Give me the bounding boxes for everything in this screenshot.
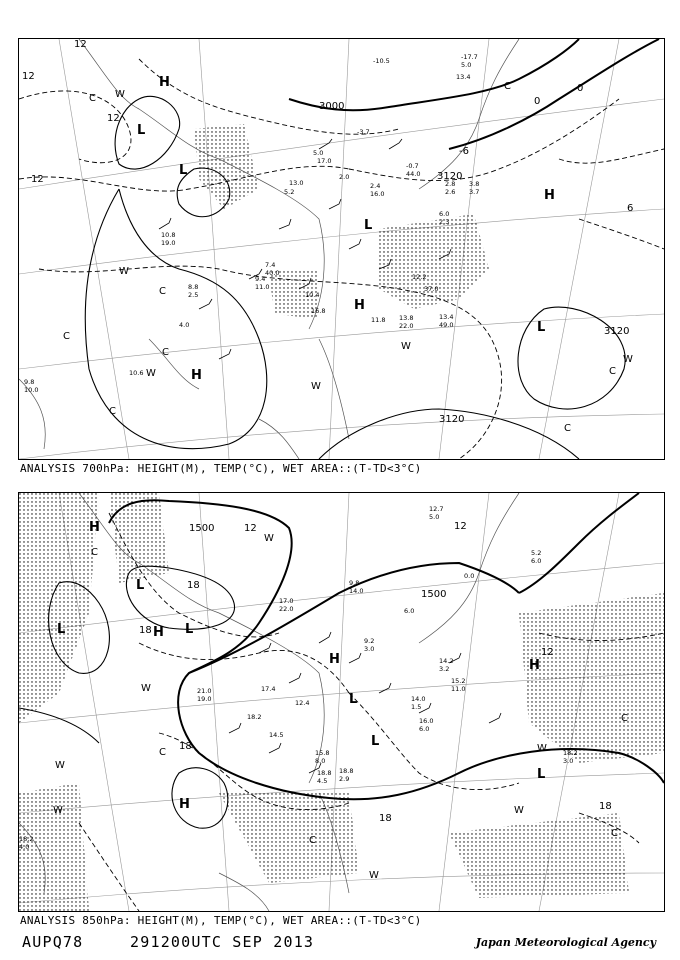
cold-warm-mark: C <box>159 747 166 758</box>
cold-warm-mark: W <box>55 760 65 771</box>
pressure-center: L <box>537 767 546 782</box>
height-label: 1500 <box>421 589 447 600</box>
temp-label: 12 <box>244 523 257 534</box>
station-value: 4.5 <box>317 777 328 785</box>
cold-warm-mark: C <box>109 406 116 417</box>
station-value: 8.8 <box>188 283 199 291</box>
pressure-center: H <box>159 75 170 90</box>
temp-label: 6 <box>627 203 634 214</box>
temp-label: 12 <box>74 39 87 50</box>
station-value: 6.0 <box>419 725 430 733</box>
station-value: 16.0 <box>419 717 434 725</box>
station-value: 22.0 <box>399 322 414 330</box>
temp-label: 0 <box>534 96 541 107</box>
station-value: 18.8 <box>339 767 354 775</box>
station-value: 13.4 <box>456 73 471 81</box>
cold-warm-mark: W <box>264 533 274 544</box>
station-value: 9.2 <box>364 637 375 645</box>
temp-label: 18 <box>179 741 192 752</box>
station-value: 3.2 <box>439 665 450 673</box>
wind-barbs <box>229 632 501 773</box>
station-value: 5.2 <box>284 188 295 196</box>
height-label: 3120 <box>439 414 465 425</box>
height-contours <box>85 96 625 459</box>
station-value: 18.2 <box>19 835 34 843</box>
station-value: 40.0 <box>265 269 280 277</box>
pressure-center: L <box>179 163 188 178</box>
cold-warm-mark: C <box>159 286 166 297</box>
station-value: 6.0 <box>531 557 542 565</box>
station-value: 6.0 <box>439 210 450 218</box>
station-value: 3.0 <box>563 757 574 765</box>
pressure-center: L <box>136 578 145 593</box>
cold-warm-mark: W <box>141 683 151 694</box>
temp-label: 18 <box>599 801 612 812</box>
station-value: 14.0 <box>411 695 426 703</box>
station-value: 3.7 <box>469 188 480 196</box>
station-value: 3.0 <box>364 645 375 653</box>
pressure-center: H <box>153 625 164 640</box>
station-value: 4.0 <box>179 321 190 329</box>
station-value: 13.4 <box>439 313 454 321</box>
height-label: 3120 <box>604 326 630 337</box>
station-value: 2.0 <box>339 173 350 181</box>
station-value: 6.0 <box>404 607 415 615</box>
pressure-center: L <box>349 692 358 707</box>
cold-warm-mark: W <box>311 381 321 392</box>
station-value: 22.0 <box>279 605 294 613</box>
station-value: 17.0 <box>279 597 294 605</box>
caption-700hpa: ANALYSIS 700hPa: HEIGHT(M), TEMP(°C), WET AREA::(T-TD<3°C) <box>20 462 422 475</box>
station-value: 13.0 <box>289 179 304 187</box>
cold-warm-mark: W <box>119 266 129 277</box>
station-value: 44.0 <box>406 170 421 178</box>
map-labels-700 <box>22 39 633 434</box>
station-value: 4.0 <box>19 843 30 851</box>
station-value: 14.0 <box>349 587 364 595</box>
station-value: 12.2 <box>412 273 427 281</box>
pressure-center: L <box>364 218 373 233</box>
temp-label: 12 <box>22 71 35 82</box>
station-value: 19.0 <box>161 239 176 247</box>
station-value: 15.2 <box>451 677 466 685</box>
pressure-center: H <box>529 658 540 673</box>
station-value: 10.8 <box>161 231 176 239</box>
cold-warm-mark: C <box>309 835 316 846</box>
valid-time: 291200UTC SEP 2013 <box>130 933 315 951</box>
cold-warm-mark: C <box>504 81 511 92</box>
station-value: 12.7 <box>429 505 444 513</box>
map-700hpa-svg <box>19 39 664 459</box>
station-value: 7.4 <box>265 261 276 269</box>
station-value: 37.0 <box>424 285 439 293</box>
pressure-center: H <box>191 368 202 383</box>
cold-warm-mark: W <box>115 89 125 100</box>
pressure-center: L <box>185 622 194 637</box>
station-value: 2.6 <box>445 188 456 196</box>
cold-warm-mark: C <box>162 347 169 358</box>
height-label: 1500 <box>189 523 215 534</box>
station-value: 2.9 <box>339 775 350 783</box>
station-value: -0.7 <box>406 162 419 170</box>
station-value: 15.8 <box>315 749 330 757</box>
pressure-center: H <box>89 520 100 535</box>
cold-warm-mark: C <box>91 547 98 558</box>
station-value: 2.4 <box>370 182 381 190</box>
station-value: 9.4 <box>255 275 266 283</box>
cold-warm-mark: W <box>514 805 524 816</box>
station-value: 18.2 <box>563 749 578 757</box>
station-value: 11.0 <box>255 283 270 291</box>
station-value: 9.8 <box>349 579 360 587</box>
temp-label: 18 <box>139 625 152 636</box>
height-label: 3000 <box>319 101 345 112</box>
station-value: 5.2 <box>531 549 542 557</box>
cold-warm-mark: C <box>609 366 616 377</box>
cold-warm-mark: C <box>621 713 628 724</box>
cold-warm-mark: W <box>369 870 379 881</box>
chart-id: AUPQ78 <box>22 933 84 951</box>
station-value: 11.0 <box>451 685 466 693</box>
pressure-center: H <box>179 797 190 812</box>
station-value: 1.5 <box>411 703 422 711</box>
temp-label: 18 <box>187 580 200 591</box>
station-value: 14.2 <box>439 657 454 665</box>
station-value: 12.4 <box>295 699 310 707</box>
pressure-center: L <box>371 734 380 749</box>
station-value: -10.5 <box>373 57 390 65</box>
cold-warm-mark: W <box>623 354 633 365</box>
temp-label: 12 <box>541 647 554 658</box>
cold-warm-mark: W <box>537 743 547 754</box>
cold-warm-mark: C <box>611 828 618 839</box>
station-value: 10.6 <box>129 369 144 377</box>
station-value: 2.3 <box>439 218 450 226</box>
station-value: 18.8 <box>317 769 332 777</box>
pressure-center: L <box>137 123 146 138</box>
station-value: 13.8 <box>399 314 414 322</box>
station-value: 16.0 <box>370 190 385 198</box>
station-value: 17.4 <box>261 685 276 693</box>
station-value: 9.8 <box>24 378 35 386</box>
cold-warm-mark: W <box>53 805 63 816</box>
pressure-center: L <box>537 320 546 335</box>
station-value: 49.0 <box>439 321 454 329</box>
station-value: 10.0 <box>24 386 39 394</box>
station-value: 2.8 <box>445 180 456 188</box>
station-value: -3.7 <box>357 128 370 136</box>
station-value: 5.0 <box>461 61 472 69</box>
station-value: 17.0 <box>317 157 332 165</box>
station-value: 8.0 <box>315 757 326 765</box>
station-value: 21.0 <box>197 687 212 695</box>
cold-warm-mark: C <box>63 331 70 342</box>
height-label: 3120 <box>437 171 463 182</box>
analysis-700hpa-map <box>18 38 665 460</box>
station-value: -17.7 <box>461 53 478 61</box>
pressure-center: H <box>329 652 340 667</box>
caption-850hpa: ANALYSIS 850hPa: HEIGHT(M), TEMP(°C), WET AREA::(T-TD<3°C) <box>20 914 422 927</box>
station-value: 5.0 <box>313 149 324 157</box>
temp-label: 0 <box>577 83 584 94</box>
map-850hpa-svg <box>19 493 664 911</box>
station-value: 10.4 <box>305 291 320 299</box>
station-value: 0.0 <box>464 572 475 580</box>
temp-label: 12 <box>107 113 120 124</box>
cold-warm-mark: C <box>564 423 571 434</box>
station-value: 18.2 <box>247 713 262 721</box>
pressure-center: L <box>57 622 66 637</box>
temp-label: 12 <box>454 521 467 532</box>
station-value: 19.0 <box>197 695 212 703</box>
cold-warm-mark: W <box>401 341 411 352</box>
temp-label: -6 <box>459 146 469 157</box>
station-value: 2.5 <box>188 291 199 299</box>
station-value: 11.8 <box>371 316 386 324</box>
pressure-center: H <box>354 298 365 313</box>
cold-warm-mark: C <box>89 93 96 104</box>
station-value: 3.8 <box>469 180 480 188</box>
pressure-center: H <box>544 188 555 203</box>
temp-label: 12 <box>31 174 44 185</box>
station-value: 5.0 <box>429 513 440 521</box>
station-value: 16.8 <box>311 307 326 315</box>
agency-name: Japan Meteorological Agency <box>475 936 656 949</box>
analysis-850hpa-map <box>18 492 665 912</box>
cold-warm-mark: W <box>146 368 156 379</box>
temp-label: 18 <box>379 813 392 824</box>
station-value: 14.5 <box>269 731 284 739</box>
